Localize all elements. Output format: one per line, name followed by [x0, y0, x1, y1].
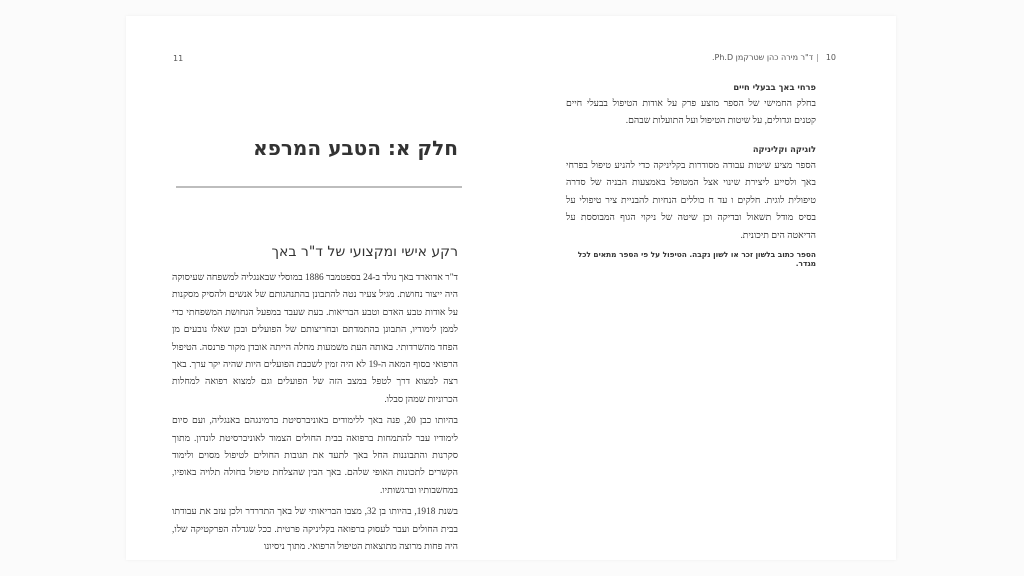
section-text: בחלק החמישי של הספר מוצע פרק על אודות הטיפול בבעלי חיים קטנים וגדולים, על שיטות הטיפול ועל התועלות שבהם.: [566, 99, 816, 127]
running-head-separator: |: [816, 53, 819, 62]
right-page: [511, 16, 896, 560]
book-spread: [126, 16, 896, 560]
left-page: [126, 16, 511, 560]
page-number: 11: [173, 54, 184, 63]
section-logic-clinic: [566, 144, 816, 268]
paragraph: ד"ר אדוארד באך נולד ב-24 בספטמבר 1886 במוסלי שבאנגליה למשפחה שעיסוקה היה ייצור נחושת. מגיל צעיר נטה להתבונן בהתנהגותם של אנשים ולהסיק מסקנות על אודות טבע האדם וטבע הבריאות. בעת שעבד במפעל הנחושת המשפחתי כדי לממן לימודיו, התבונן בהתמדתם ובחריצותם של הפועלים ובכן שאלו נובעים מן הפחד מהשרדותי. באותה העת משמעות מחלה הייתה אובדן מקור פרנסה. הטיפול הרפואי בסוף המאה ה-19 לא היה זמין לשכבת הפועלים היות שהיה יקר ערך. באך רצה למצוא דרך לטפל במצב הזה של הפועלים וגם למצוא רפואה למחלות הכרוניות שמהן סבלו.: [171, 273, 458, 405]
paragraph: בשנת 1918, בהיותו בן 32, מצבו הבריאותי של באך התדרדר ולכן עזב את עבודתו בבית החולים ועבר לעסוק ברפואה בקליניקה פרטית. ככל שגדלה הפרקטיקה שלו, היה פחות מרוצה מתוצאות הטיפול הרפואי. מתוך ניסיונו: [172, 507, 458, 553]
page-number: 10: [825, 53, 836, 62]
section-animals: [566, 82, 816, 131]
section-heading: לוגיקה וקליניקה: [752, 144, 816, 154]
body-text: [172, 270, 458, 561]
paragraph: בהיותו כבן 20, פנה באך ללימודים באוניברסיטת ברמינגהם באנגליה, ועם סיום לימודיו עבר להתמחות ברפואה בבית החולים הצמוד לאוניברסיטת לונדון. מתוך סקרנות והתבוננות החל באך לתעד את תגובות החולים לטיפול מסוים ולימוד הקשרים לתכונות האופי שלהם. באך הבין שהצלחת טיפול בחולה תלויה באופיו, במחשבותיו וברגשותיו.: [172, 416, 458, 496]
running-head: [712, 53, 836, 62]
gender-note: הספר כתוב בלשון זכר או לשון נקבה. הטיפול על פי הספר מתאים לכל מגדר.: [577, 250, 816, 269]
section-heading: פרחי באך בבעלי חיים: [733, 82, 816, 92]
section-title: רקע אישי ומקצועי של ד"ר באך: [271, 244, 458, 260]
author-name: ד"ר מירה כהן שטרקמן Ph.D.: [711, 53, 814, 62]
section-text: הספר מציע שיטות עבודה מסודרות בקליניקה כדי להניע טיפול בפרחי באך ולסייע ליצירת שינוי אצל המטופל באמצעות הבניה של סדרה טיפולית לוגית. חלקים ו עד ח כוללים הנחיות להבניית ציר טיפולי על בסיס מודל תשאול ובדיקה וכן שיטה של ניקוי הגוף המבוססת על הדיאטה הים תיכונית.: [566, 161, 816, 241]
chapter-title: חלק א: הטבע המרפא: [253, 136, 458, 160]
chapter-divider: [176, 186, 462, 188]
